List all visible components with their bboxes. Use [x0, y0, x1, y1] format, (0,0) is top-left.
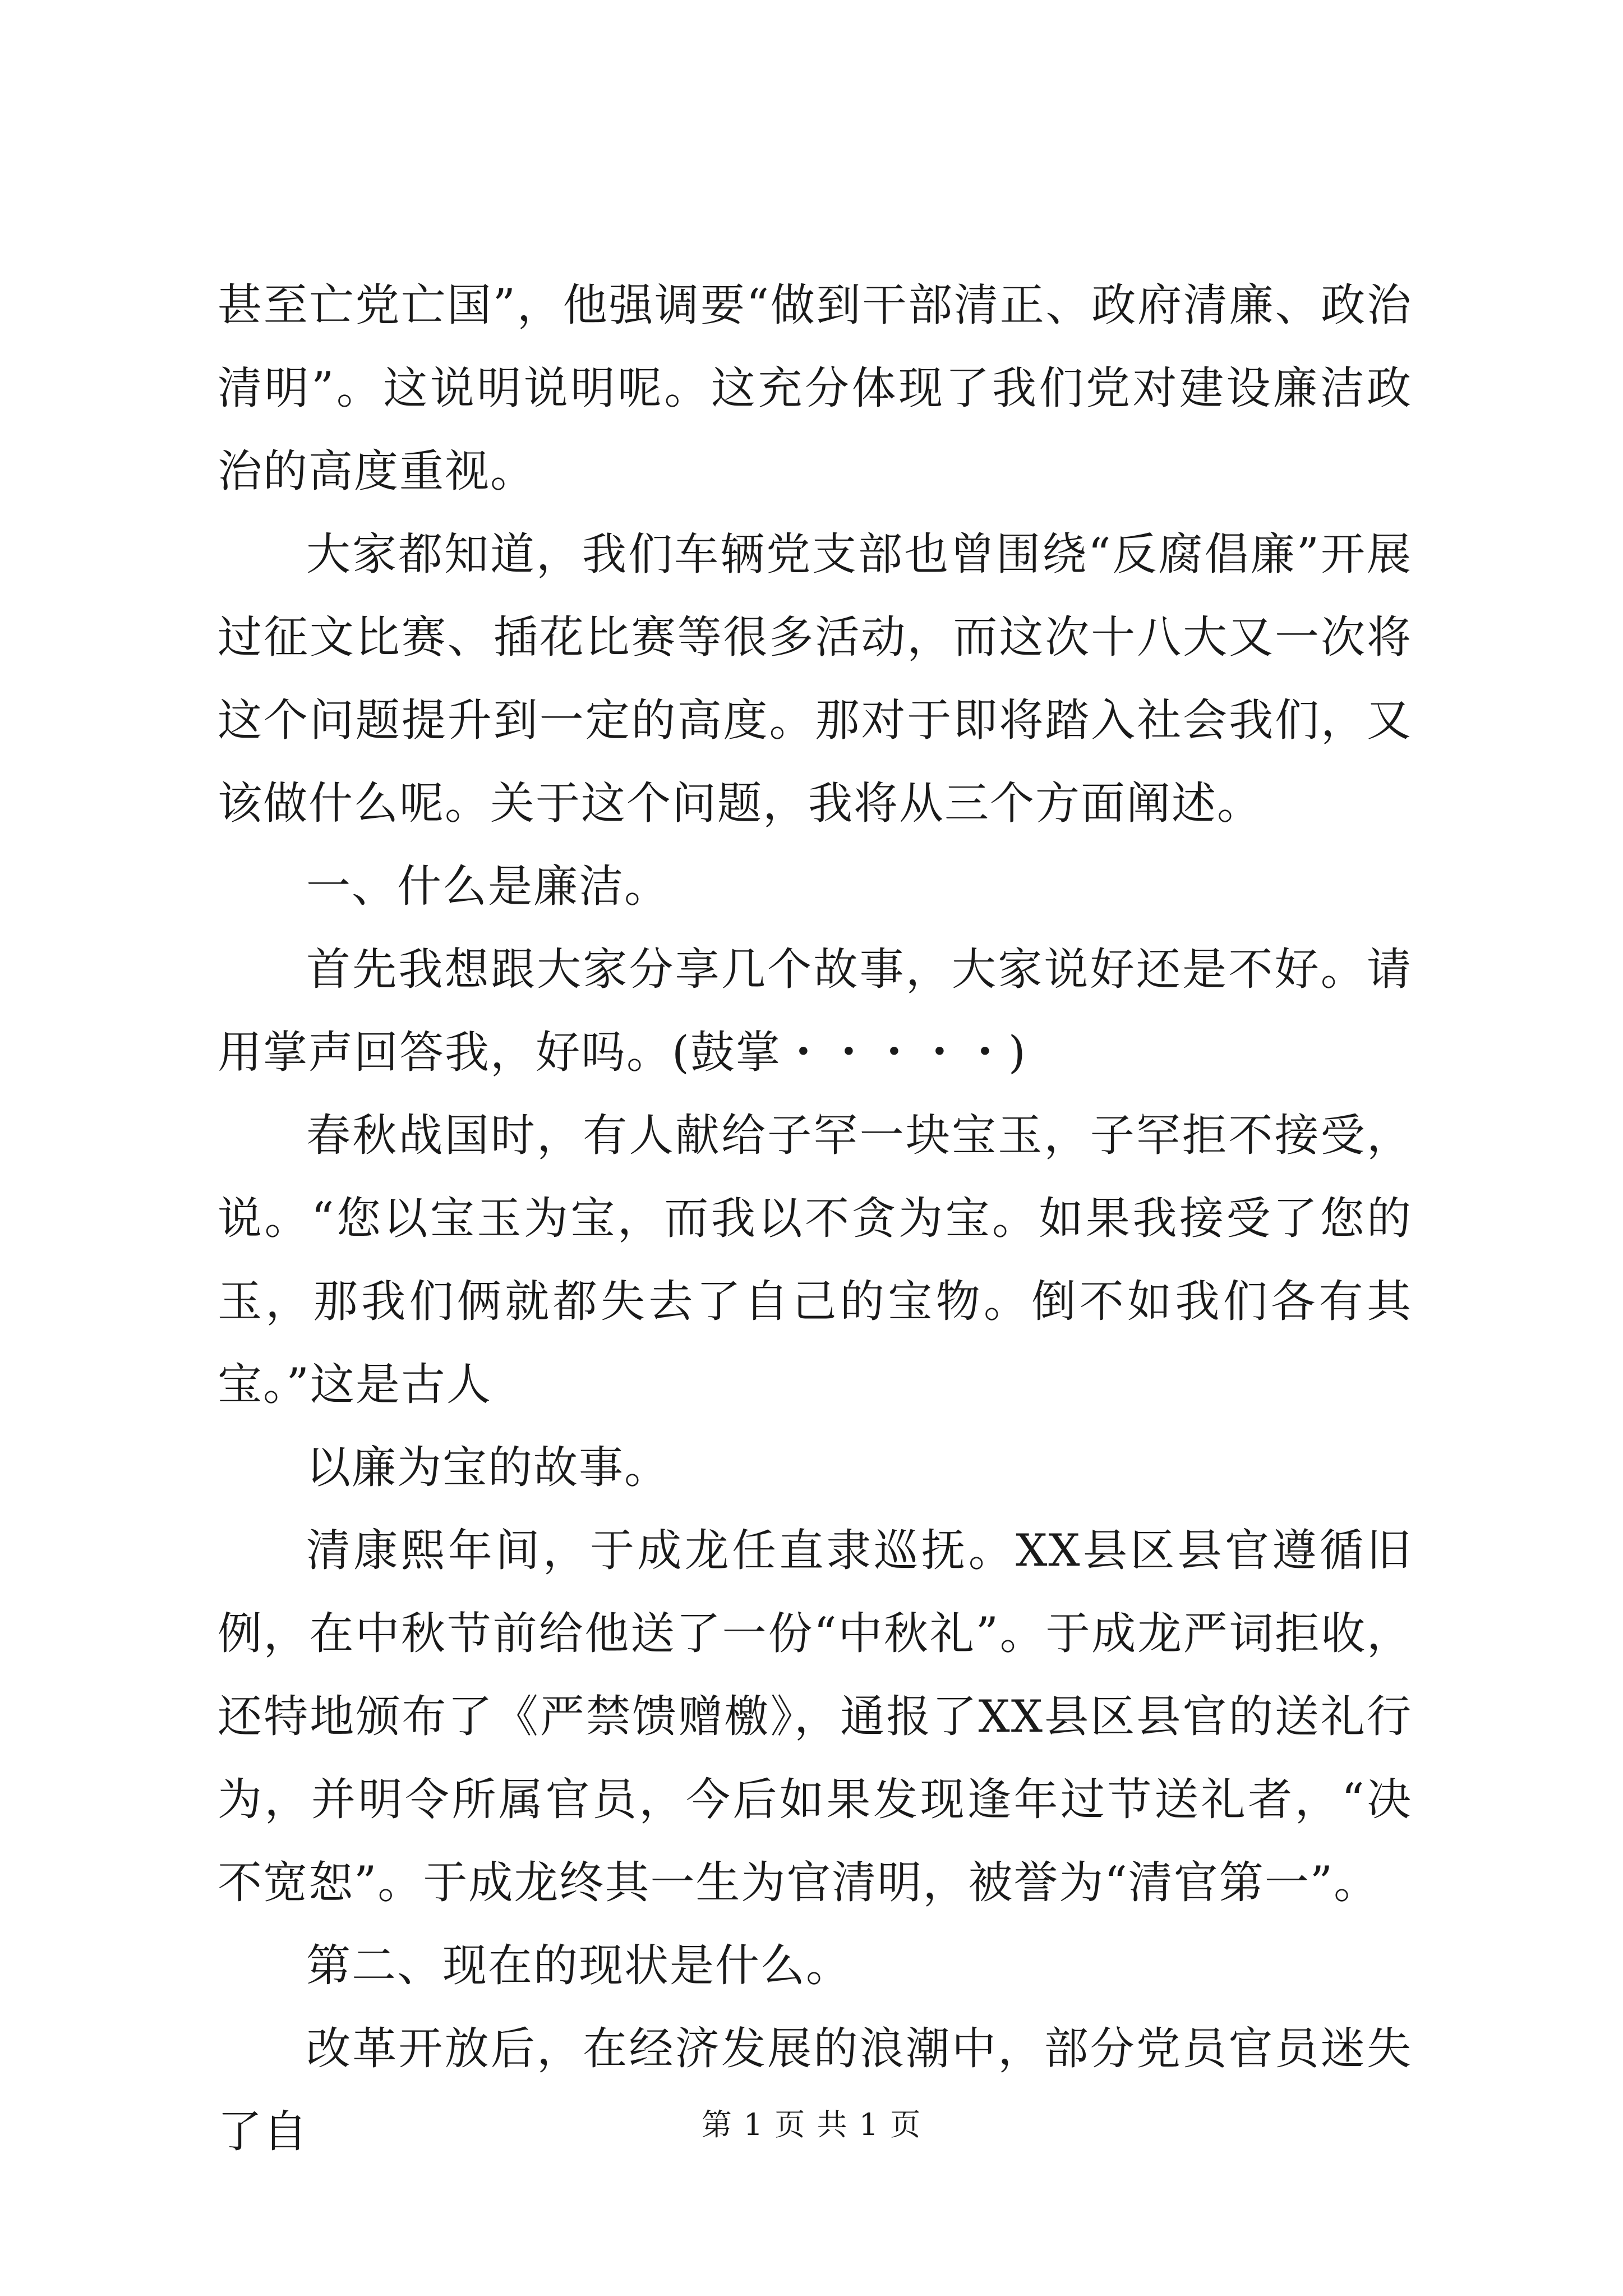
paragraph-7: 改革开放后，在经济发展的浪潮中，部分党员官员迷失了自: [218, 2023, 1412, 2157]
page-number-footer: 第 1 页 共 1 页: [701, 2107, 922, 2142]
paragraph-5: 以廉为宝的故事。: [306, 1442, 670, 1493]
section-heading-1: 一、什么是廉洁。: [306, 861, 670, 912]
paragraph-1: 甚至亡党亡国”，他强调要“做到干部清正、政府清廉、政治清明”。这说明说明呢。这充分体现了我们党对建设廉洁政治的高度重视。: [218, 279, 1412, 497]
body-text: [218, 264, 1412, 2173]
paragraph-6: 清康熙年间，于成龙任直隶巡抚。XX县区县官遵循旧例，在中秋节前给他送了一份“中秋礼”。于成龙严词拒收，还特地颁布了《严禁馈赠檄》，通报了XX县区县官的送礼行为，并明令所属官员，今后如果发现逢年过节送礼者，“决不宽恕”。于成龙终其一生为官清明，被誉为“清官第一”。: [218, 1525, 1412, 1908]
paragraph-3: 首先我想跟大家分享几个故事，大家说好还是不好。请用掌声回答我，好吗。(鼓掌・・・・・): [218, 944, 1412, 1078]
section-heading-2: 第二、现在的现状是什么。: [306, 1940, 851, 1991]
paragraph-4: 春秋战国时，有人献给子罕一块宝玉，子罕拒不接受，说。“您以宝玉为宝，而我以不贪为宝。如果我接受了您的玉，那我们俩就都失去了自己的宝物。倒不如我们各有其宝。”这是古人: [218, 1110, 1412, 1410]
paragraph-2: 大家都知道，我们车辆党支部也曾围绕“反腐倡廉”开展过征文比赛、插花比赛等很多活动，而这次十八大又一次将这个问题提升到一定的高度。那对于即将踏入社会我们，又该做什么呢。关于这个问题，我将从三个方面阐述。: [218, 528, 1412, 829]
